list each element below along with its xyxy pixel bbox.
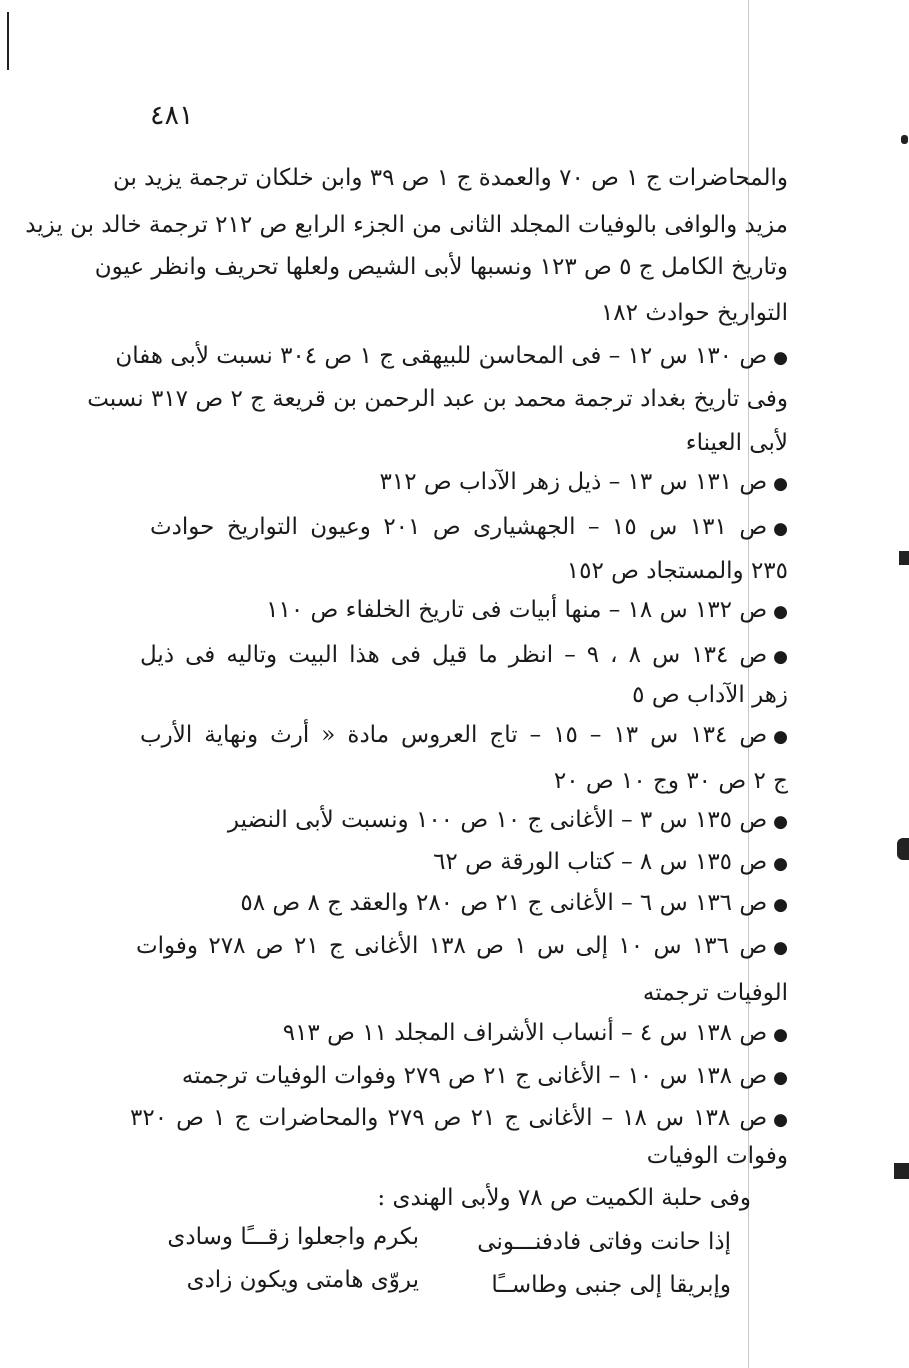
footnote-entry: ●ص ١٣٥ س ٨ – كتاب الورقة ص ٦٢ bbox=[433, 847, 788, 879]
footnote-continuation: ٢٣٥ والمستجاد ص ١٥٢ bbox=[566, 558, 788, 584]
footnote-entry: ●ص ١٣٤ س ١٣ – ١٥ – تاج العروس مادة « أرث ونهاية الأرب bbox=[140, 720, 788, 752]
footnote-entry: ●ص ١٣٠ س ١٢ – فى المحاسن للبيهقى ج ١ ص ٣٠٤ نسبت لأبى هفان bbox=[150, 341, 788, 373]
verse-second-hemistich: يروّى هامتى ويكون زادى bbox=[186, 1267, 419, 1293]
footnote-continuation: ج ٢ ص ٣٠ وج ١٠ ص ٢٠ bbox=[553, 768, 788, 794]
right-edge-mark bbox=[897, 838, 909, 860]
footnote-continuation: وفى تاريخ بغداد ترجمة محمد بن عبد الرحمن بن قريعة ج ٢ ص ٣١٧ نسبت bbox=[87, 386, 788, 412]
bullet-icon: ● bbox=[773, 727, 788, 747]
bullet-icon: ● bbox=[773, 938, 789, 958]
footnote-entry: ●ص ١٣٢ س ١٨ – منها أبيات فى تاريخ الخلفاء ص ١١٠ bbox=[266, 595, 788, 627]
footnote-entry: ●ص ١٣١ س ١٥ – الجهشيارى ص ٢٠١ وعيون التواريخ حوادث bbox=[150, 512, 788, 544]
bullet-icon: ● bbox=[773, 474, 788, 494]
verse-first-hemistich: إذا حانت وفاتى فادفنـــونى bbox=[477, 1229, 731, 1255]
footnote-entry: ●ص ١٣٥ س ٣ – الأغانى ج ١٠ ص ١٠٠ ونسبت لأبى النضير bbox=[228, 805, 788, 837]
footnote-entry: ●ص ١٣٨ س ١٠ – الأغانى ج ٢١ ص ٢٧٩ وفوات الوفيات ترجمته bbox=[182, 1061, 788, 1093]
right-edge-mark bbox=[894, 1163, 909, 1179]
footnote-continuation: الوفيات ترجمته bbox=[642, 980, 788, 1006]
bullet-icon: ● bbox=[773, 812, 788, 832]
text-line: التواريخ حوادث ١٨٢ bbox=[600, 300, 788, 326]
footnote-entry: ●ص ١٣٨ س ١٨ – الأغانى ج ٢١ ص ٢٧٩ والمحاضرات ج ١ ص ٣٢٠ bbox=[130, 1103, 788, 1135]
page-number: ٤٨١ bbox=[150, 100, 194, 131]
bullet-icon: ● bbox=[773, 647, 789, 667]
footnote-continuation: زهر الآداب ص ٥ bbox=[632, 682, 788, 708]
text-line: والمحاضرات ج ١ ص ٧٠ والعمدة ج ١ ص ٣٩ وابن خلكان ترجمة يزيد بن bbox=[112, 165, 788, 191]
footnote-entry: ●ص ١٣١ س ١٣ – ذيل زهر الآداب ص ٣١٢ bbox=[380, 467, 788, 499]
footnote-entry: ●ص ١٣٤ س ٨ ، ٩ – انظر ما قيل فى هذا البيت وتاليه فى ذيل bbox=[140, 640, 788, 672]
left-edge-line bbox=[7, 12, 9, 70]
right-edge-mark bbox=[899, 551, 909, 565]
bullet-icon: ● bbox=[773, 1110, 789, 1130]
footnote-entry: ●ص ١٣٦ س ٦ – الأغانى ج ٢١ ص ٢٨٠ والعقد ج ٨ ص ٥٨ bbox=[240, 888, 788, 920]
footnote-continuation: لأبى العيناء bbox=[685, 430, 788, 456]
footnote-entry: ●ص ١٣٦ س ١٠ إلى س ١ ص ١٣٨ الأغانى ج ٢١ ص ٢٧٨ وفوات bbox=[136, 931, 788, 963]
verse-second-hemistich: بكرم واجعلوا زقـــًا وسادى bbox=[167, 1224, 419, 1250]
bullet-icon: ● bbox=[773, 348, 788, 368]
bullet-icon: ● bbox=[773, 854, 788, 874]
footnote-entry: ●ص ١٣٨ س ٤ – أنساب الأشراف المجلد ١١ ص ٩١٣ bbox=[283, 1018, 788, 1050]
bullet-icon: ● bbox=[773, 895, 788, 915]
bullet-icon: ● bbox=[773, 602, 788, 622]
verse-first-hemistich: وإبريقا إلى جنبى وطاســًا bbox=[491, 1272, 731, 1298]
text-line: وتاريخ الكامل ج ٥ ص ١٢٣ ونسبها لأبى الشيص ولعلها تحريف وانظر عيون bbox=[94, 254, 788, 280]
bullet-icon: ● bbox=[773, 1025, 788, 1045]
footnote-continuation: وفوات الوفيات bbox=[646, 1143, 788, 1169]
bullet-icon: ● bbox=[773, 519, 789, 539]
text-line: مزيد والوافى بالوفيات المجلد الثانى من الجزء الرابع ص ٢١٢ ترجمة خالد بن يزيد bbox=[25, 212, 788, 238]
verse-intro: وفى حلبة الكميت ص ٧٨ ولأبى الهندى : bbox=[377, 1185, 751, 1211]
right-edge-mark bbox=[901, 135, 908, 144]
bullet-icon: ● bbox=[773, 1068, 788, 1088]
